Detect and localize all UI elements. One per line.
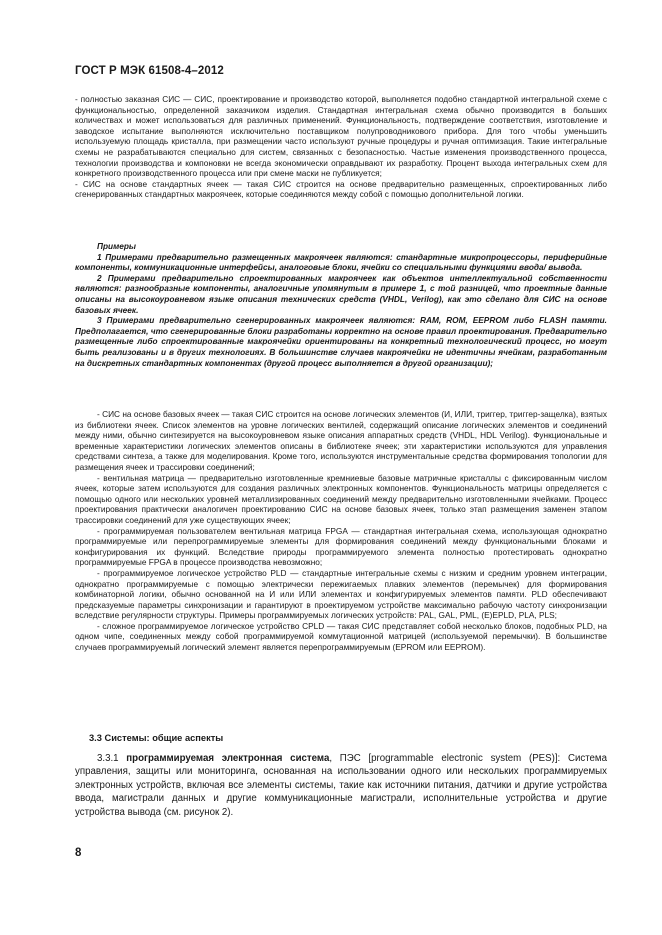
paragraph-group-1 [75,94,607,200]
paragraph: - программируемая пользователем вентильная матрица FPGA — стандартная интегральная схема, использующая однократно программируемые или перепрограммируемые элементы для формирования соединений между функциональными блоками и конфигурирования их функций. Вследствие природы программируемого элемента полностью протестировать однократно программируемые FPGA в процессе производства невозможно; [75,525,607,568]
paragraph: - программируемое логическое устройство PLD — стандартные интегральные схемы с низким и средним уровнем интеграции, однократно программируемые с помощью электрически пережигаемых плавких элементов (перемычек) для формирования комбинаторной логики, обычно основанной на И или ИЛИ элементах и конфигурируемых элементов памяти. PLD обеспечивают предсказуемые параметры синхронизации и гарантируют в проектируемом устройстве максимально рабочую частоту синхронизации вследствие регулярности структуры. Примеры программируемых логических устройств: PAL, GAL, PML, (E)EPLD, PLA, PLS; [75,567,607,621]
definition-text: , ПЭС [programmable electronic system (PES)]: Система управления, защиты или мониторинга, основанная на использовании одного или нескольких программируемых электронных устройств, включая все элементы системы, такие как источники питания, датчики и другие устройства ввода, магистрали данных и другие коммуникационные магистрали, исполнительные устройства и другие устройства вывода (см. рисунок 2). [75,753,607,818]
paragraph: - сложное программируемое логическое устройство CPLD — такая СИС представляет собой несколько блоков, подобных PLD, на одном чипе, соединенных между собой программируемой коммутационной матрицей (используемой перемычки). В большинстве случаев программируемый логический элемент является перепрограммируемым (EPROM или EEPROM). [75,620,607,653]
paragraph: - СИС на основе базовых ячеек — такая СИС строится на основе логических элементов (И, ИЛИ, триггер, триггер-защелка), взятых из библиотеки ячеек. Список элементов на уровне логических вентилей, содержащий описание логических элементов и соединений между ними, обычно синтезируется на высокоуровневом языке описания аппаратных средств (VHDL, HDL Verilog). Функциональные и временные характеристики логических элементов описаны в библиотеке ячеек; эти характеристики используются для управления средствами синтеза, а также для моделирования. Кроме того, используются инструментальные средства формирования топологии для размещения ячеек и трассировки соединений; [75,409,607,472]
definition-paragraph [75,752,607,819]
example-item: 3 Примерами предварительно сгенерированных макроячеек являются: RAM, ROM, EEPROM либо FLASH памяти. Предполагается, что сгенерированные блоки разработаны корректно на основе правил проектирования. Предварительно размещенные либо спроектированные макроячейки ориентированы на конкретный технологический процесс, но могут быть реализованы и в других технологиях. В большинстве случаев макроячейки не идентичны ячейкам, разработанным на дискретных стандартных компонентах (другой процесс выполняется в другой организации); [75,315,607,368]
paragraph: - полностью заказная СИС — СИС, проектирование и производство которой, выполняется подобно стандартной интегральной схеме с функциональностью, определенной заказчиком изделия. Стандартная интегральная схема обычно производится в больших количествах и может использоваться для различных применений. Функциональность, подтверждение соответствия, изготовление и заводское испытание выполняются исключительно поставщиком полупроводникового прибора. Для того чтобы уменьшить используемую площадь кристалла, при размещении часто используют ручные процедуры и ручная оптимизация. Такие интегральные схемы не разрабатываются специально для систем, связанных с безопасностью. Частые изменения производственного процесса, технологии производства и компоновки не всегда экономически оправдывают их разработку. Процент выхода интегральных схем для конкретного производственного процесса или при смене маски не публикуется; [75,94,607,179]
paragraph: - СИС на основе стандартных ячеек — такая СИС строится на основе предварительно размещенных, спроектированных либо сгенерированных стандартных макроячеек, которые соединяются между собой с помощью дополнительной логики. [75,178,607,200]
paragraph-group-2 [75,409,607,653]
paragraph: - вентильная матрица — предварительно изготовленные кремниевые базовые матричные кристаллы с фиксированным числом ячеек, которые затем используются для создания различных электронных компонентов. Функциональность матрицы определяется с помощью одного или нескольких уровней металлизированных соединений между предварительно изготовленными ячейками. Процесс проектирования практически аналогичен проектированию СИС на основе базовых ячеек, только этап размещения заменен этапом трассировки соединений для уже существующих ячеек; [75,472,607,525]
example-item: 2 Примерами предварительно спроектированных макроячеек как объектов интеллектуальной собственности являются: разнообразные компоненты, аналогичные упомянутым в примере 1, с той разницей, что проектные данные описаны на высокоуровневом языке описания технических средств (VHDL, Verilog), как это сделано для СИС на основе базовых ячеек. [75,272,607,315]
examples-title: Примеры [97,241,137,251]
definition-term: программируемая электронная система [126,753,330,764]
definition-block [75,752,607,819]
document-header: ГОСТ Р МЭК 61508-4–2012 [75,65,224,77]
example-item: 1 Примерами предварительно размещенных макроячеек являются: стандартные микропроцессоры, периферийные компоненты, коммуникационные интерфейсы, аналоговые блоки, ячейки со специальными функциями ввода/ вывода. [75,251,607,273]
section-heading: 3.3 Системы: общие аспекты [89,733,224,743]
page-number: 8 [75,847,82,859]
examples-block [75,241,607,368]
definition-number: 3.3.1 [97,753,119,764]
